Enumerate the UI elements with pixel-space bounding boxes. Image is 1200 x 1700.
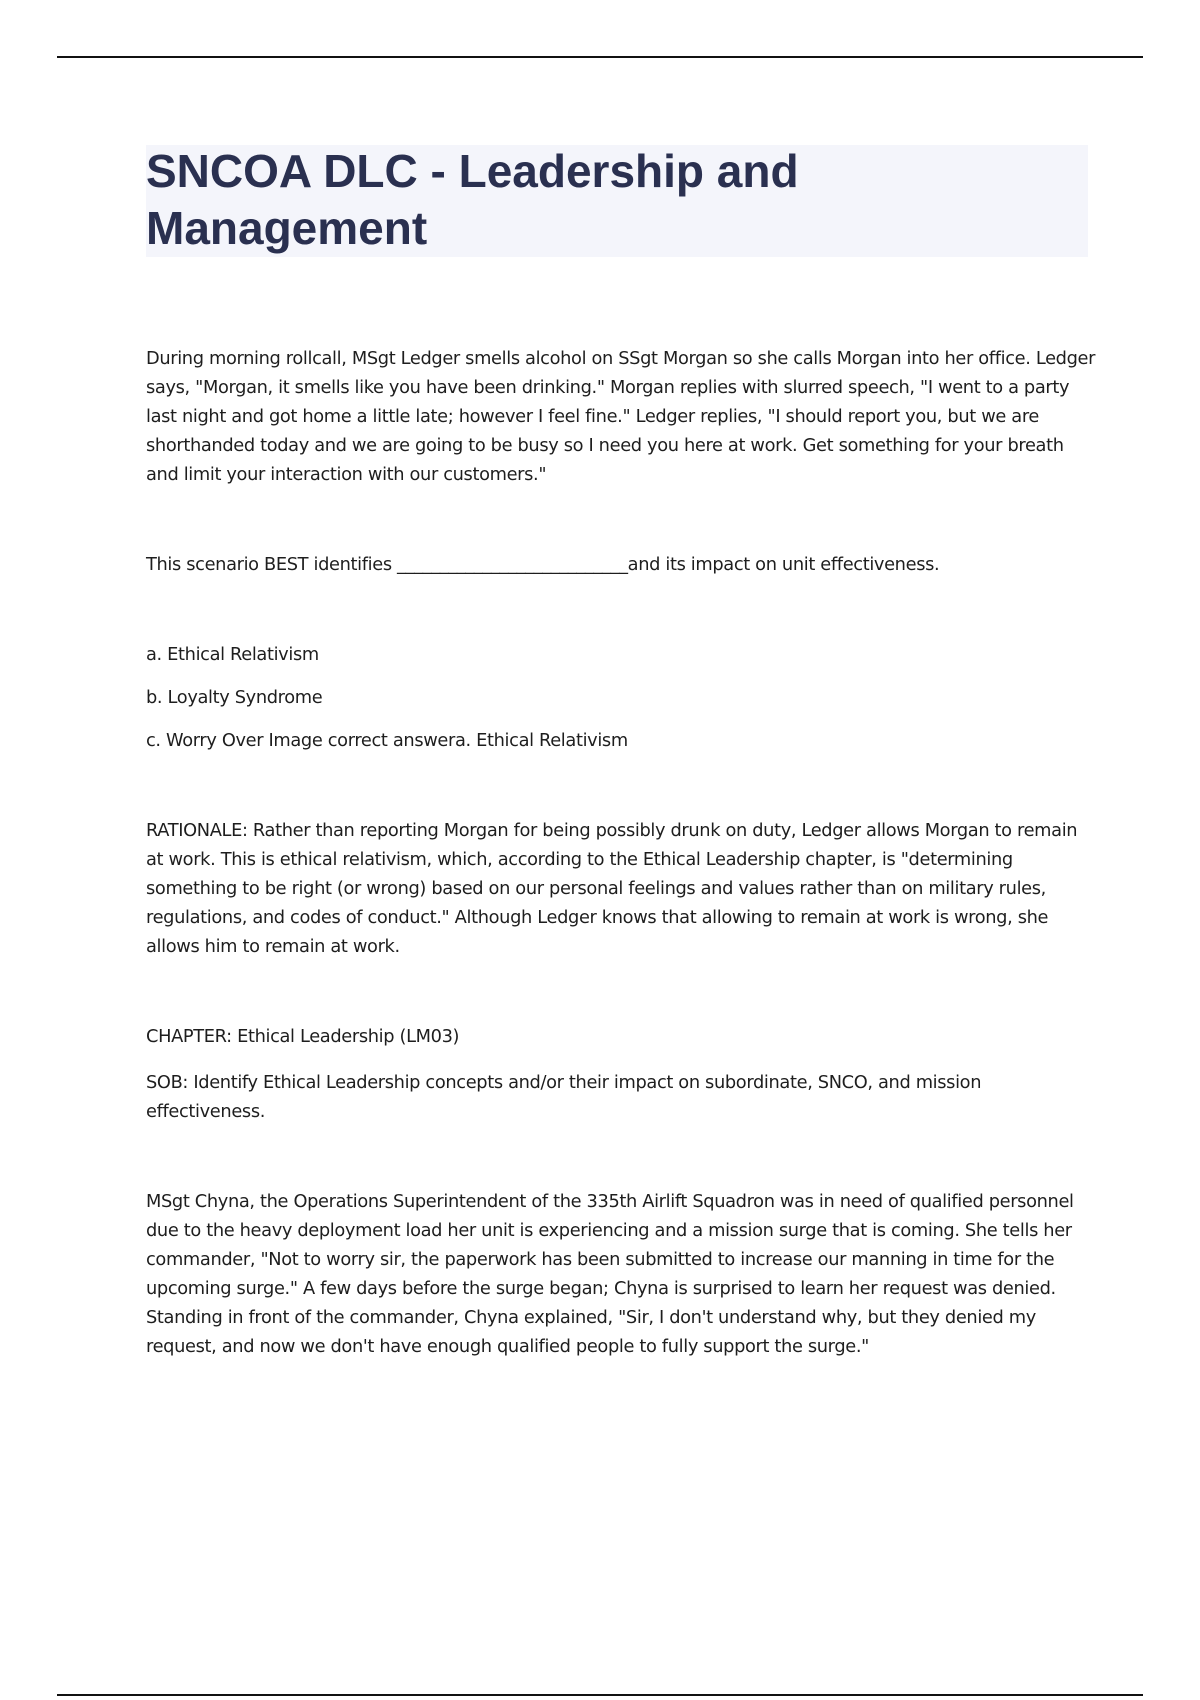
top-rule xyxy=(57,56,1143,58)
bottom-rule xyxy=(57,1694,1143,1696)
answer-option-a: a. Ethical Relativism xyxy=(146,644,319,665)
question-2-scenario: MSgt Chyna, the Operations Superintendent of the 335th Airlift Squadron was in need of qualified personnel due to the heavy deployment load her unit is experiencing and a mission surge that is coming. She tells her commander, "Not to worry sir, the paperwork has been submitted to increase our manning in time for the upcoming surge." A few days before the surge began; Chyna is surprised to learn her request was denied. Standing in front of the commander, Chyna explained, "Sir, I don't understand why, but they denied my request, and now we don't have enough qualified people to fully support the surge." xyxy=(146,1191,1074,1357)
answer-option-c: c. Worry Over Image correct answera. Ethical Relativism xyxy=(146,730,628,751)
question-1-scenario: During morning rollcall, MSgt Ledger smells alcohol on SSgt Morgan so she calls Morgan into her office. Ledger says, "Morgan, it smells like you have been drinking." Morgan replies with slurred speech, "I went to a party last night and got home a little late; however I feel fine." Ledger replies, "I should report you, but we are shorthanded today and we are going to be busy so I need you here at work. Get something for your breath and limit your interaction with our customers." xyxy=(146,348,1096,485)
question-1-rationale: RATIONALE: Rather than reporting Morgan for being possibly drunk on duty, Ledger allows Morgan to remain at work. This is ethical relativism, which, according to the Ethical Leadership chapter, is "determining something to be right (or wrong) based on our personal feelings and values rather than on military rules, regulations, and codes of conduct." Although Ledger knows that allowing to remain at work is wrong, she allows him to remain at work. xyxy=(146,820,1078,957)
answer-option-b: b. Loyalty Syndrome xyxy=(146,687,323,708)
question-1-chapter: CHAPTER: Ethical Leadership (LM03) xyxy=(146,1026,460,1047)
document-body xyxy=(146,344,1096,1361)
question-1-prompt: This scenario BEST identifies ___________________________and its impact on unit effectiveness. xyxy=(146,554,940,575)
document-title: SNCOA DLC - Leadership and Management xyxy=(146,145,799,254)
question-1-sob: SOB: Identify Ethical Leadership concepts and/or their impact on subordinate, SNCO, and mission effectiveness. xyxy=(146,1072,982,1122)
